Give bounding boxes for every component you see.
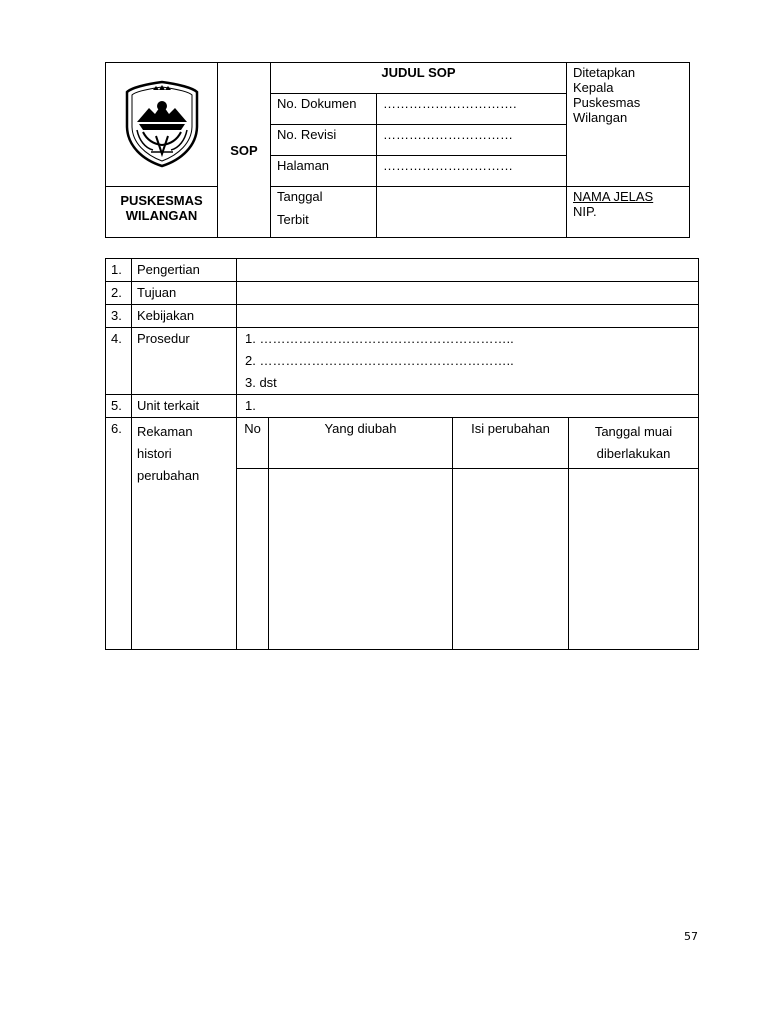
sop-label: SOP bbox=[218, 63, 271, 238]
rekaman-histori-label bbox=[132, 418, 237, 650]
org-line: WILANGAN bbox=[125, 208, 198, 223]
row-number: 6. bbox=[106, 418, 132, 650]
no-revisi-label: No. Revisi bbox=[271, 125, 377, 156]
ditetapkan-line: Puskesmas bbox=[573, 95, 641, 110]
signature-block bbox=[567, 187, 690, 238]
row-label: Unit terkait bbox=[132, 395, 237, 418]
history-cell-isi bbox=[453, 469, 569, 650]
col-no-header: No bbox=[237, 418, 269, 469]
history-cell-tanggal bbox=[569, 469, 699, 650]
history-cell-diubah bbox=[269, 469, 453, 650]
prosedur-item: 2. ………………………………………………….. bbox=[245, 353, 514, 368]
col-isi-perubahan-header: Isi perubahan bbox=[453, 418, 569, 469]
row-number: 3. bbox=[106, 305, 132, 328]
tanggal-terbit-label bbox=[271, 187, 377, 238]
row-label: Kebijakan bbox=[132, 305, 237, 328]
col-yang-diubah-header: Yang diubah bbox=[269, 418, 453, 469]
row-number: 1. bbox=[106, 259, 132, 282]
prosedur-item: 1. ………………………………………………….. bbox=[245, 331, 514, 346]
ditetapkan-block bbox=[567, 63, 690, 187]
nama-jelas: NAMA JELAS bbox=[573, 189, 654, 204]
ditetapkan-line: Ditetapkan bbox=[573, 65, 636, 80]
terbit-line: Terbit bbox=[277, 212, 309, 227]
ditetapkan-line: Kepala bbox=[573, 80, 614, 95]
org-line: PUSKESMAS bbox=[120, 193, 203, 208]
halaman-label: Halaman bbox=[271, 156, 377, 187]
tanggal-header-line: Tanggal muai bbox=[594, 424, 673, 439]
ditetapkan-line: Wilangan bbox=[573, 110, 628, 125]
row-value bbox=[237, 282, 699, 305]
judul-sop: JUDUL SOP bbox=[271, 63, 567, 94]
no-dokumen-label: No. Dokumen bbox=[271, 94, 377, 125]
no-revisi-value: ………………………… bbox=[377, 125, 567, 156]
row-number: 2. bbox=[106, 282, 132, 305]
tanggal-header-line: diberlakukan bbox=[596, 446, 671, 461]
prosedur-list bbox=[237, 328, 699, 395]
histori-label-line: histori bbox=[137, 446, 172, 461]
row-value bbox=[237, 305, 699, 328]
org-name bbox=[106, 187, 218, 238]
regency-emblem-icon bbox=[123, 78, 201, 168]
sop-header-table bbox=[105, 62, 690, 238]
row-label: Tujuan bbox=[132, 282, 237, 305]
history-cell-no bbox=[237, 469, 269, 650]
halaman-value: ………………………… bbox=[377, 156, 567, 187]
sop-content-table bbox=[105, 258, 699, 650]
histori-label-line: perubahan bbox=[137, 468, 200, 483]
row-label: Pengertian bbox=[132, 259, 237, 282]
row-number: 5. bbox=[106, 395, 132, 418]
tanggal-line: Tanggal bbox=[277, 189, 323, 204]
unit-terkait-value: 1. bbox=[237, 395, 699, 418]
no-dokumen-value: …………………………. bbox=[377, 94, 567, 125]
prosedur-item: 3. dst bbox=[245, 375, 277, 390]
histori-label-line: Rekaman bbox=[137, 424, 193, 439]
nip: NIP. bbox=[573, 204, 597, 219]
tanggal-terbit-value bbox=[377, 187, 567, 238]
row-number: 4. bbox=[106, 328, 132, 395]
row-value bbox=[237, 259, 699, 282]
row-label: Prosedur bbox=[132, 328, 237, 395]
col-tanggal-header bbox=[569, 418, 699, 469]
logo-cell bbox=[106, 63, 218, 187]
page-number: 57 bbox=[684, 930, 698, 943]
